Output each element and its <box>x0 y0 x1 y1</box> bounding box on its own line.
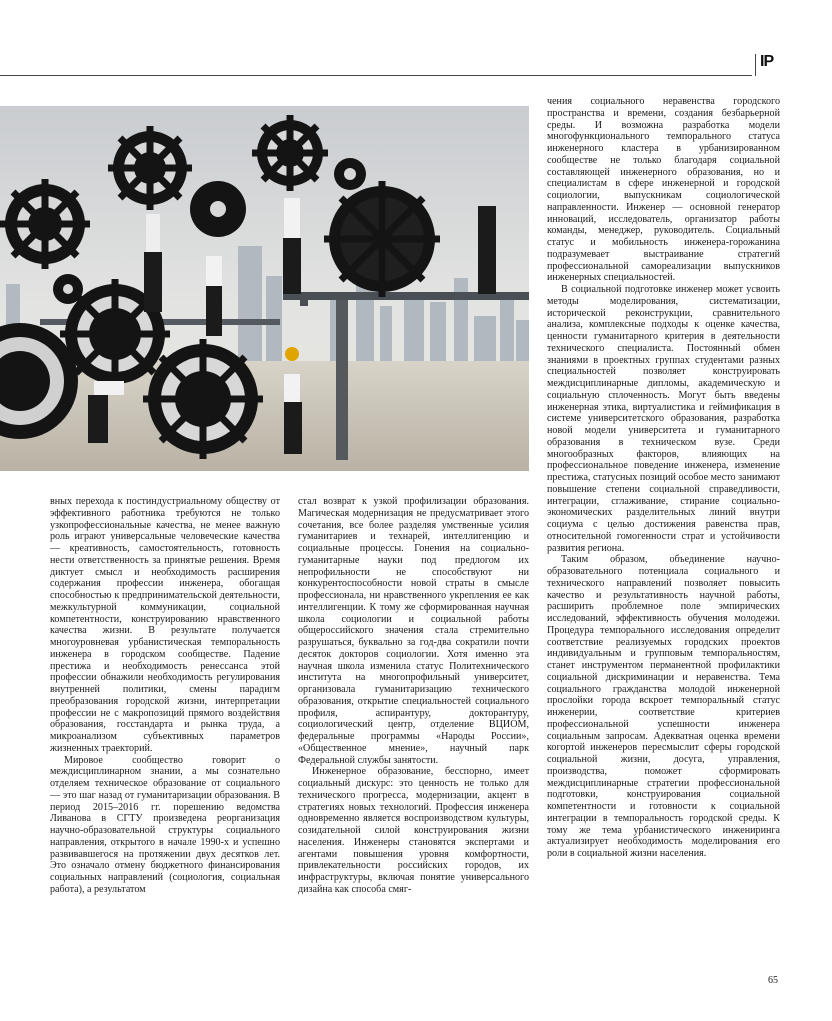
journal-logo: IP <box>760 53 774 70</box>
text-column-1 <box>50 496 280 952</box>
text-column-2 <box>298 496 529 952</box>
paragraph: вных перехода к постиндустриальному обществу от эффективного работника требуются не только узкопрофессиональные качества, не менее важную роль играют универсальные человеческие качества — креативность, самостоятельность, готовность нести ответственность за принятые решения. Время диктует смысл и необходимость расширения содержания профессии инженера, обогащая способностью к предпринимательской деятельности, межкультурной коммуникации, социальной компетентности, конструированию нравственного качества жизни. В результате получается многоуровневая урбанистическая темпоральность инженера в городском сообществе. Падение престижа и необходимость ренессанса этой профессии обнажили необходимость регулирования внутренней политики, смены парадигм преобразования городской жизни, интерпретации профессии не с макропозиций прямого воздействия образования, госстандарта и рынка труда, а микроанализом субъективных параметров жизненных траекторий. <box>50 496 280 754</box>
paragraph: Инженерное образование, бесспорно, имеет социальный дискурс: это ценность не только для технического прогресса, модернизации, акцент в стратегиях новых технологий. Профессия инженера одновременно является воспроизводством культуры, созидательной силой конструирования жизни населения. Инженеры становятся экспертами и агентами повышения уровня комфортности, привлекательности российских городов, их инфраструктуры, включая понятие универсального дизайна как способа смяг- <box>298 766 529 895</box>
header-rule <box>0 75 752 76</box>
engineers-gears-photo <box>0 106 529 471</box>
paragraph: Мировое сообщество говорит о междисциплинарном знании, а мы сознательно отделяем техническое образование от социального — это шаг назад от гуманитаризации образования. В период 2015–2016 гг. порешению ведомства Ливанова в СГТУ произведена реорганизация научно-образовательной структуры социального направления, открытого в начале 1990-х и успешно развивавшегося на протяжении двух десятков лет. Это означало отмену бюджетного финансирования социальных направлений (социология, социальная работа), а результатом <box>50 754 280 895</box>
paragraph: В социальной подготовке инженер может усвоить методы моделирования, систематизации, исторической реконструкции, сравнительного анализа, комплексные подходы к оценке качества, ценности гуманитарного критерия в деятельности технического специалиста. Постоянный обмен знаниями в проектных группах студентами разных специальностей позволяет конструировать междисциплинарные дипломы, академическую и социальную сплоченность. Могут быть введены инженерная этика, виртуалистика и геймификация в системе университетского образования, разработка новой модели университета и гуманитарного образования в техническом вузе. Среди многообразных факторов, влияющих на профессиональное поведение инженера, изменение престижа, статусных позиций особое место занимают повышение степени социальной справедливости, интеграции, сглаживание, стирание социально-экономических разделительных линий внутри социума с целью достижения равенства прав, относительной гомогенности страт и устойчивости развития региона. <box>547 284 780 554</box>
paragraph: чения социального неравенства городского пространства и времени, создания безбарьерной среды. И возможна разработка модели многофункционального темпорального статуса инженерного кластера в урбанизированном сообществе не только благодаря социальной составляющей инженерного образования, но и специалистам в сфере инженерной и городской социологии, выпускникам социологической направленности. Инженер — основной генератор инноваций, исследователь, организатор работы команды, менеджер, руководитель. Социальный статус и мобильность инженера-горожанина подразумевает выстраивание стратегий профессиональной самореализации выпускников инженерных специальностей. <box>547 96 780 284</box>
paragraph: Таким образом, объединение научно-образовательного потенциала социального и технического направлений позволяет повысить качество и результативность научной работы, расширить проблемное поле эмпирических исследований, эффективность обучения молодежи. Процедура темпорального исследования определит соответствие реализуемых городских проектов индивидуальным и групповым темпоральностям, станет инструментом перманентной профилактики социальной дискриминации и неравенства. Тема социального гражданства молодой инженерной прослойки города вскроет темпоральный статус инженерии, соответствие критериев профессиональной успешности инженера социальным запросам. Адекватная оценка времени когортой инженеров пересмыслит сферы городской социальной жизни, досуга, управления, производства, поможет сформировать междисциплинарные стратегии профессиональной подготовки, конструирования социальной компетентности и готовности к социальной интеграции в темпоральность городской среды. К тому же тема урбанистического инжениринга актуализирует необходимость моделирования его роли в социальной жизни населения. <box>547 554 780 859</box>
paragraph: стал возврат к узкой профилизации образования. Магическая модернизация не предусматривает этого сочетания, все более разделяя умственные усилия гуманитариев и технарей, интеллигенцию и социальные процессы. Гонения на социально-гуманитарные науки под предлогом их непрофильности не способствуют ни конкурентоспособности новой страты в смысле профессионала, ни нравственного укрепления ее как интеллигенции. К тому же сформированная научная школа социологии и социальной работы общероссийского значения стала стремительно разрушаться, буквально за год-два сократили почти десяток докторов социологии. Хотя именно эта научная школа изменила статус Политехнического института на многопрофильный университет, организовала гуманитаризацию технического образования, открытие специальностей социального профиля, аспирантуру, докторантуру, социологический центр, отделение ВЦИОМ, федеральные программы «Народы России», «Общественное мнение», научный парк Федеральной службы занятости. <box>298 496 529 766</box>
text-column-3 <box>547 96 780 954</box>
header-divider <box>755 54 756 76</box>
page-number: 65 <box>768 975 778 986</box>
